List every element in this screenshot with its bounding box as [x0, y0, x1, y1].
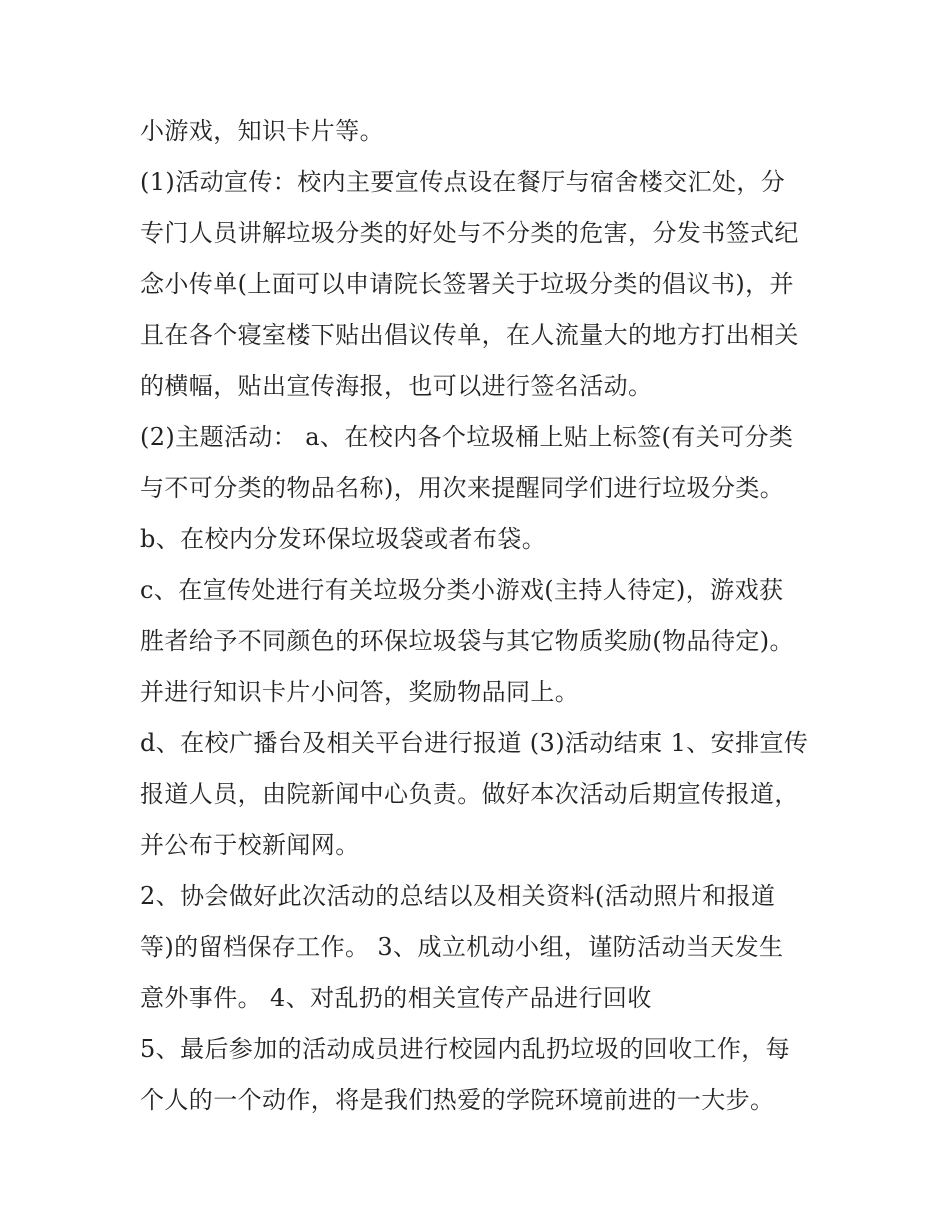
text-line: 专门人员讲解垃圾分类的好处与不分类的危害，分发书签式纪 [140, 219, 799, 247]
text-line: 并进行知识卡片小问答，奖励物品同上。 [140, 678, 580, 706]
text-line: 的横幅，贴出宣传海报，也可以进行签名活动。 [140, 372, 653, 400]
text-line: 2、协会做好此次活动的总结以及相关资料(活动照片和报道 [140, 882, 776, 910]
text-line: 意外事件。 4、对乱扔的相关宣传产品进行回收 [140, 984, 652, 1012]
text-line: (1)活动宣传：校内主要宣传点设在餐厅与宿舍楼交汇处，分 [140, 168, 786, 196]
text-line: c、在宣传处进行有关垃圾分类小游戏(主持人待定)，游戏获 [140, 576, 784, 604]
text-line: 且在各个寝室楼下贴出倡议传单，在人流量大的地方打出相关 [140, 321, 799, 349]
text-line: 胜者给予不同颜色的环保垃圾袋与其它物质奖励(物品待定)。 [140, 627, 794, 655]
text-line: 并公布于校新闻网。 [140, 831, 360, 859]
text-line: (2)主题活动： a、在校内各个垃圾桶上贴上标签(有关可分类 [140, 423, 794, 451]
text-line: 等)的留档保存工作。 3、成立机动小组，谨防活动当天发生 [140, 933, 784, 961]
text-line: 5、最后参加的活动成员进行校园内乱扔垃圾的回收工作，每 [140, 1035, 791, 1063]
text-line: 与不可分类的物品名称)，用次来提醒同学们进行垃圾分类。 [140, 474, 785, 502]
text-line: 报道人员，由院新闻中心负责。做好本次活动后期宣传报道， [140, 780, 799, 808]
text-line: 个人的一个动作，将是我们热爱的学院环境前进的一大步。 [140, 1086, 775, 1114]
text-line: 念小传单(上面可以申请院长签署关于垃圾分类的倡议书)，并 [140, 270, 794, 298]
text-line: d、在校广播台及相关平台进行报道 (3)活动结束 1、安排宣传 [140, 729, 809, 757]
text-line: 小游戏，知识卡片等。 [140, 117, 384, 145]
text-line: b、在校内分发环保垃圾袋或者布袋。 [140, 525, 547, 553]
document-body [140, 106, 830, 1126]
